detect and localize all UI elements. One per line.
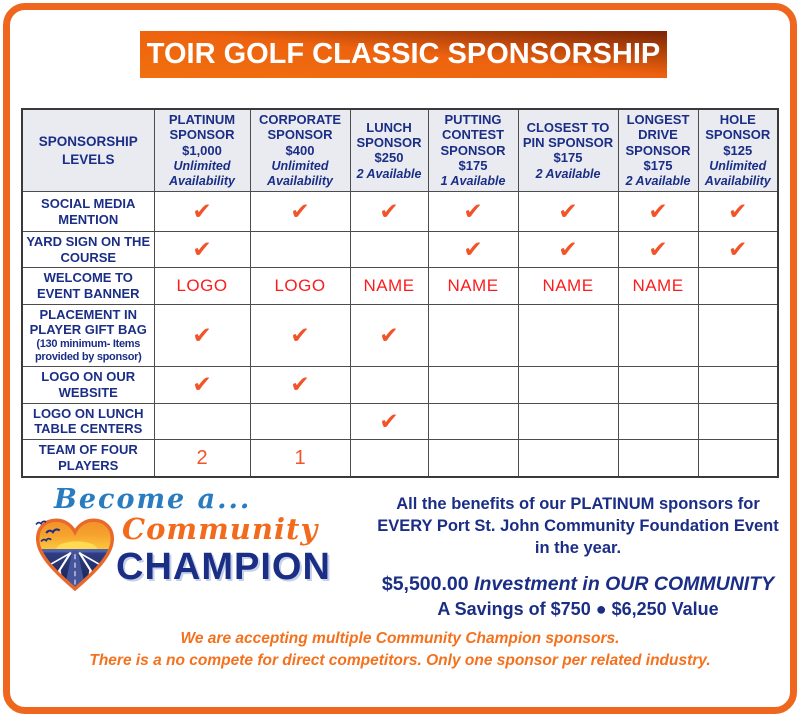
footer-line-1: We are accepting multiple Community Champion sponsors. [180,630,620,647]
row-label: SOCIAL MEDIA MENTION [22,192,154,232]
table-row-logo-website [22,366,778,403]
benefit-cell: NAME [518,268,618,304]
column-header-levels [22,109,154,192]
benefit-cell: NAME [350,268,428,304]
investment-text: Investment in OUR COMMUNITY [474,572,775,595]
levels-label: SPONSORSHIP LEVELS [38,133,138,167]
benefit-cell [518,439,618,477]
benefit-cell [428,304,518,366]
benefit-cell [618,439,698,477]
benefit-cell: LOGO [154,268,250,304]
benefit-cell [250,232,350,268]
benefit-cell [250,403,350,439]
table-row-lunch-table-centers [22,403,778,439]
benefit-cell: ✔ [250,304,350,366]
footer-line-2: There is a no compete for direct competitors. Only one sponsor per related industry. [89,652,711,670]
heart-sunset-icon [32,516,118,594]
benefit-cell: ✔ [154,232,250,268]
benefit-cell: ✔ [428,192,518,232]
row-label: PLACEMENT IN PLAYER GIFT BAG (130 minimum- Items provided by sponsor) [22,304,154,366]
benefit-cell [698,366,778,403]
champion-text: CHAMPION [116,546,331,588]
benefit-cell [698,304,778,366]
benefits-description: All the benefits of our PLATINUM sponsors for EVERY Port St. John Community Foundation Event in the year. [377,495,779,557]
column-header-corporate: CORPORATE SPONSOR $400 Unlimited Availability [250,109,350,192]
row-label: WELCOME TO EVENT BANNER [22,268,154,304]
become-a-text: Become a... [54,484,252,515]
benefit-cell [350,366,428,403]
table-row-gift-bag [22,304,778,366]
benefit-cell [154,403,250,439]
column-header-platinum: PLATINUM SPONSOR $1,000 Unlimited Availability [154,109,250,192]
benefit-cell [350,232,428,268]
investment-amount: $5,500.00 [381,572,469,595]
benefit-cell: ✔ [428,232,518,268]
column-header-closest-to-pin: CLOSEST TO PIN SPONSOR $175 2 Available [518,109,618,192]
table-row-team-of-four [22,439,778,477]
benefit-cell: ✔ [618,192,698,232]
row-label: LOGO ON OUR WEBSITE [22,366,154,403]
benefit-cell [350,439,428,477]
benefit-cell: ✔ [154,192,250,232]
benefit-cell [698,439,778,477]
benefit-cell [618,304,698,366]
benefit-cell [698,268,778,304]
champion-benefits-block [372,494,784,620]
benefit-cell [518,366,618,403]
table-row-social-media [22,192,778,232]
benefit-cell: ✔ [518,192,618,232]
investment-line [372,573,784,596]
benefit-cell [618,366,698,403]
benefit-cell: ✔ [350,304,428,366]
footer-note [0,628,800,673]
community-champion-logo [32,484,372,609]
benefit-cell: ✔ [154,304,250,366]
benefit-cell [698,403,778,439]
benefit-cell: ✔ [698,192,778,232]
benefit-cell: ✔ [154,366,250,403]
page-title: TOIR GOLF CLASSIC SPONSORSHIP [146,38,661,70]
table-row-yard-sign [22,232,778,268]
benefit-cell: LOGO [250,268,350,304]
sponsorship-table [21,108,779,478]
savings-line: A Savings of $750 ● $6,250 Value [437,598,719,619]
benefit-cell [428,366,518,403]
column-header-hole: HOLE SPONSOR $125 Unlimited Availability [698,109,778,192]
row-label: YARD SIGN ON THE COURSE [22,232,154,268]
column-header-putting-contest: PUTTING CONTEST SPONSOR $175 1 Available [428,109,518,192]
community-text: Community [122,512,319,546]
benefit-cell: 1 [250,439,350,477]
benefit-cell: NAME [428,268,518,304]
column-header-lunch: LUNCH SPONSOR $250 2 Available [350,109,428,192]
benefit-cell: ✔ [350,403,428,439]
row-label: TEAM OF FOUR PLAYERS [22,439,154,477]
benefit-cell [428,403,518,439]
header-row [22,109,778,192]
benefit-cell: ✔ [250,366,350,403]
benefit-cell: ✔ [350,192,428,232]
benefit-cell: ✔ [518,232,618,268]
table-row-event-banner [22,268,778,304]
row-label: LOGO ON LUNCH TABLE CENTERS [22,403,154,439]
benefit-cell: 2 [154,439,250,477]
benefit-cell [518,403,618,439]
benefit-cell [428,439,518,477]
benefit-cell: ✔ [698,232,778,268]
benefit-cell: ✔ [250,192,350,232]
benefit-cell: ✔ [618,232,698,268]
title-banner [140,31,667,78]
benefit-cell [618,403,698,439]
column-header-longest-drive: LONGEST DRIVE SPONSOR $175 2 Available [618,109,698,192]
benefit-cell [518,304,618,366]
benefit-cell: NAME [618,268,698,304]
